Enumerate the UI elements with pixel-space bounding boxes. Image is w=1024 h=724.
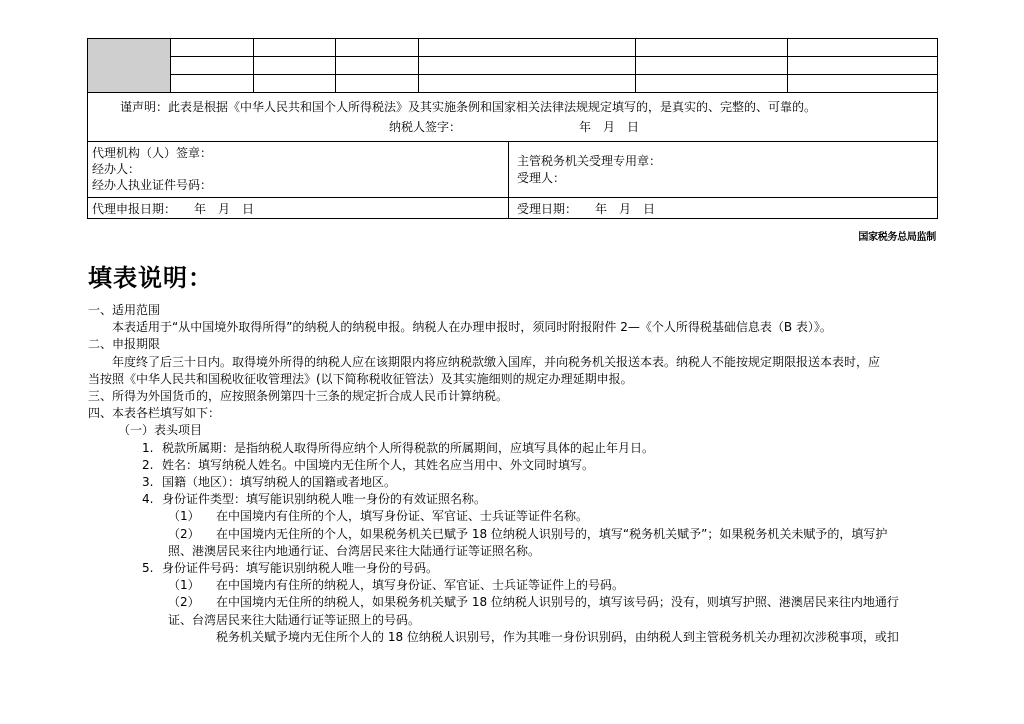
blank-row bbox=[88, 39, 938, 57]
declaration-cell bbox=[88, 93, 938, 142]
paragraph: 当按照《中华人民共和国税收征收管理法》(以下简称税收征管法）及其实施细则的规定办理延期申报。 bbox=[88, 371, 633, 386]
agent-report-date: 年 月 日 bbox=[194, 201, 255, 216]
blank-cell[interactable] bbox=[636, 75, 788, 93]
sub-item-continuation: 证、台湾居民来往大陆通行证等证照上的号码。 bbox=[168, 612, 421, 627]
handler-cert-label: 经办人执业证件号码： bbox=[92, 178, 213, 192]
sub-item-continuation: 照、港澳居民来往内地通行证、台湾居民来往大陆通行证等证照名称。 bbox=[168, 543, 541, 558]
paragraph: 税务机关赋予境内无住所个人的 18 位纳税人识别号，作为其唯一身份识别码，由纳税人到主管税务机关办理初次涉税事项，或扣 bbox=[216, 629, 899, 644]
list-item: 3. 国籍（地区）：填写纳税人的国籍或者地区。 bbox=[142, 475, 397, 490]
section-heading: 三、所得为外国货币的，应按照条例第四十三条的规定折合成人民币计算纳税。 bbox=[88, 389, 509, 404]
tax-form-table bbox=[87, 38, 938, 219]
blank-cell[interactable] bbox=[788, 75, 938, 93]
section-heading: 二、申报期限 bbox=[88, 337, 161, 352]
date-row bbox=[88, 198, 938, 219]
blank-cell[interactable] bbox=[254, 75, 336, 93]
blank-cell[interactable] bbox=[171, 75, 254, 93]
gray-cell bbox=[88, 39, 171, 93]
agent-date-cell[interactable] bbox=[88, 198, 509, 219]
list-item: 2. 姓名：填写纳税人姓名。中国境内无住所个人，其姓名应当用中、外文同时填写。 bbox=[142, 457, 595, 472]
agent-cell[interactable] bbox=[88, 142, 509, 198]
instructions-body bbox=[88, 302, 940, 646]
declaration-row bbox=[88, 93, 938, 142]
handler-label: 经办人： bbox=[92, 162, 141, 176]
blank-row bbox=[88, 57, 938, 75]
blank-cell[interactable] bbox=[419, 39, 636, 57]
subsection-heading: （一）表头项目 bbox=[118, 423, 203, 438]
blank-cell[interactable] bbox=[336, 75, 419, 93]
blank-cell[interactable] bbox=[171, 39, 254, 57]
instructions-title: 填表说明： bbox=[88, 264, 213, 292]
sub-item: （1） 在中国境内有住所的纳税人，填写身份证、军官证、士兵证等证件上的号码。 bbox=[168, 578, 625, 593]
sub-item: （2） 在中国境内无住所的纳税人，如果税务机关赋予 18 位纳税人识别号的，填写该号码；没有，则填写护照、港澳居民来往内地通行 bbox=[168, 595, 899, 610]
agent-row bbox=[88, 142, 938, 198]
blank-cell[interactable] bbox=[419, 57, 636, 75]
list-item: 1. 税款所属期：是指纳税人取得所得应纳个人所得税款的所属期间，应填写具体的起止年月日。 bbox=[142, 440, 655, 455]
bureau-note: 国家税务总局监制 bbox=[858, 232, 936, 243]
blank-cell[interactable] bbox=[171, 57, 254, 75]
section-heading: 一、适用范围 bbox=[88, 303, 161, 317]
blank-cell[interactable] bbox=[336, 39, 419, 57]
blank-cell[interactable] bbox=[336, 57, 419, 75]
list-item: 4. 身份证件类型：填写能识别纳税人唯一身份的有效证照名称。 bbox=[142, 492, 487, 507]
tax-authority-seal-label: 主管税务机关受理专用章： bbox=[517, 153, 662, 168]
declaration-date: 年 月 日 bbox=[579, 120, 640, 134]
blank-cell[interactable] bbox=[254, 57, 336, 75]
tax-authority-cell[interactable] bbox=[509, 142, 938, 198]
blank-cell[interactable] bbox=[636, 39, 788, 57]
paragraph: 本表适用于“从中国境外取得所得”的纳税人的纳税申报。纳税人在办理申报时，须同时附报附件 2—《个人所得税基础信息表（B 表）》。 bbox=[112, 320, 832, 335]
sub-item: （1） 在中国境内有住所的个人，填写身份证、军官证、士兵证等证件名称。 bbox=[168, 509, 589, 524]
blank-cell[interactable] bbox=[419, 75, 636, 93]
list-item: 5. 身份证件号码：填写能识别纳税人唯一身份的号码。 bbox=[142, 561, 439, 576]
section-heading: 四、本表各栏填写如下： bbox=[88, 406, 221, 421]
blank-row bbox=[88, 75, 938, 93]
agent-report-date-label: 代理申报日期： bbox=[92, 201, 177, 216]
taxpayer-signature-label: 纳税人签字： bbox=[389, 120, 462, 134]
blank-cell[interactable] bbox=[254, 39, 336, 57]
accept-date-cell[interactable] bbox=[509, 198, 938, 219]
declaration-text: 谨声明：此表是根据《中华人民共和国个人所得税法》及其实施条例和国家相关法律法规规定填写的，是真实的、完整的、可靠的。 bbox=[120, 100, 817, 114]
accept-date-label: 受理日期： bbox=[517, 201, 578, 216]
blank-cell[interactable] bbox=[636, 57, 788, 75]
receiver-label: 受理人： bbox=[517, 170, 566, 185]
accept-date: 年 月 日 bbox=[595, 201, 656, 216]
paragraph: 年度终了后三十日内。取得境外所得的纳税人应在该期限内将应纳税款缴入国库，并向税务机关报送本表。纳税人不能按规定期限报送本表时，应 bbox=[112, 354, 881, 369]
blank-cell[interactable] bbox=[788, 39, 938, 57]
sub-item: （2） 在中国境内无住所的个人，如果税务机关已赋予 18 位纳税人识别号的，填写“税务机关赋予”；如果税务机关未赋予的，填写护 bbox=[168, 526, 888, 541]
agent-seal-label: 代理机构（人）签章： bbox=[92, 146, 213, 160]
blank-cell[interactable] bbox=[788, 57, 938, 75]
